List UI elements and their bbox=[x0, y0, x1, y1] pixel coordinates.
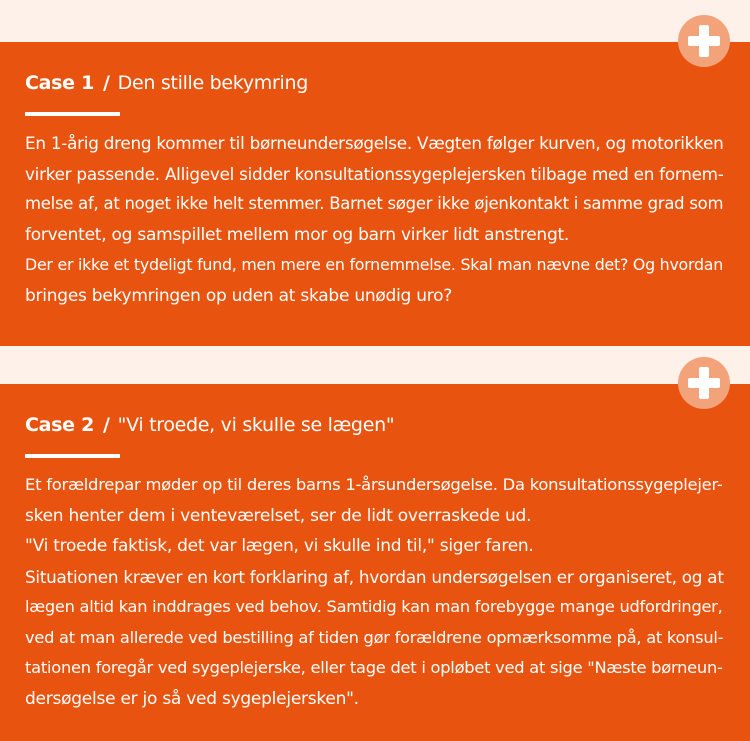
body-line: bringes bekymringen op uden at skabe unødig uro? bbox=[25, 285, 453, 306]
body-line: melse af, at noget ikke helt stemmer. Barnet søger ikke øjenkontakt i samme grad som bbox=[25, 194, 724, 213]
case-label: Case 2 bbox=[25, 414, 94, 436]
body-line: Et forældrepar møder op til deres barns 1-årsundersøgelse. Da konsultationssygeplejer- bbox=[25, 475, 723, 494]
case-title-separator: / bbox=[103, 72, 110, 94]
case-subtitle: "Vi troede, vi skulle se lægen" bbox=[117, 414, 395, 436]
body-line: sken henter dem i venteværelset, ser de lidt overraskede ud. bbox=[25, 505, 532, 526]
case-body bbox=[25, 470, 728, 714]
body-line: En 1-årig dreng kommer til børneundersøgelse. Vægten følger kurven, og motorikken bbox=[25, 133, 724, 153]
title-underline bbox=[25, 454, 120, 458]
body-line: Der er ikke et tydeligt fund, men mere en fornemmelse. Skal man nævne det? Og hvordan bbox=[25, 255, 724, 274]
body-line: Situationen kræver en kort forklaring af, hvordan undersøgelsen er organiseret, og at bbox=[25, 566, 724, 587]
title-underline bbox=[25, 112, 120, 116]
body-line: forventet, og samspillet mellem mor og barn virker lidt anstrengt. bbox=[25, 224, 570, 245]
case-label: Case 1 bbox=[25, 72, 94, 94]
body-line: virker passende. Alligevel sidder konsultationssygeplejersken tilbage med en fornem- bbox=[25, 163, 724, 184]
case-body bbox=[25, 128, 728, 311]
case-title-separator: / bbox=[103, 414, 110, 436]
body-line: dersøgelse er jo så ved sygeplejersken". bbox=[25, 688, 359, 709]
body-line: tationen foregår ved sygeplejerske, eller tage det i opløbet ved at sige "Næste børneun- bbox=[25, 658, 723, 677]
case-title bbox=[25, 414, 394, 436]
case-subtitle: Den stille bekymring bbox=[117, 72, 308, 94]
expand-plus-button[interactable] bbox=[678, 357, 730, 409]
case-card-2 bbox=[0, 384, 750, 741]
body-line: ved at man allerede ved bestilling af tiden gør forældrene opmærksomme på, at konsul- bbox=[25, 627, 724, 647]
case-card-1 bbox=[0, 42, 750, 346]
case-title bbox=[25, 72, 308, 94]
body-line: lægen altid kan inddrages ved behov. Samtidig kan man forebygge mange udfordringer, bbox=[25, 597, 723, 616]
expand-plus-button[interactable] bbox=[678, 15, 730, 67]
body-line: "Vi troede faktisk, det var lægen, vi skulle ind til," siger faren. bbox=[25, 536, 534, 556]
